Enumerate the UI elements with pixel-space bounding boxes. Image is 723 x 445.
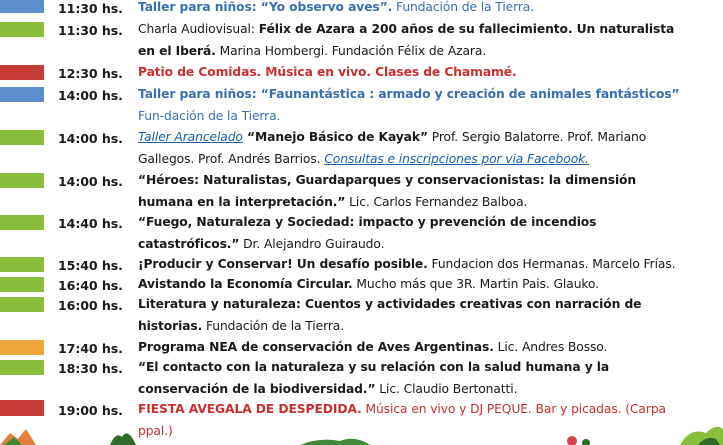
event-description	[138, 84, 690, 127]
event-description	[138, 357, 690, 400]
event-detail: Lic. Carlos Fernandez Balboa.	[345, 194, 528, 209]
event-description	[138, 62, 690, 84]
facebook-inquiry-link[interactable]: Consultas e inscripciones por via Facebook.	[324, 151, 589, 166]
event-title: Taller para niños: “Faunantástica : armado y creación de animales fantásticos”	[138, 87, 680, 101]
event-detail: Lic. Claudio Bertonatti.	[375, 381, 518, 396]
color-bar	[0, 87, 44, 102]
event-time: 16:00 hs.	[58, 298, 123, 313]
event-time: 14:00 hs.	[58, 88, 123, 103]
event-time: 16:40 hs.	[58, 278, 123, 293]
plant-illustration	[108, 427, 138, 445]
event-title: “El contacto con la naturaleza y su relación con la salud humana y la conservación de la biodiversidad.”	[138, 360, 610, 396]
flower-illustration	[560, 431, 600, 445]
event-title: Patio de Comidas. Música en vivo. Clases de Chamamé.	[138, 65, 517, 79]
event-time: 11:30 hs.	[58, 23, 123, 38]
color-bar	[0, 340, 44, 355]
event-time: 14:00 hs.	[58, 174, 123, 189]
event-label: Charla Audiovisual:	[138, 22, 259, 36]
event-time: 19:00 hs.	[58, 403, 123, 418]
event-description	[138, 337, 690, 359]
event-description	[138, 212, 690, 255]
event-detail: Fun-dación de la Tierra.	[138, 108, 281, 123]
event-time: 14:00 hs.	[58, 131, 123, 146]
color-bar	[0, 0, 44, 13]
event-title: FIESTA AVEGALA DE DESPEDIDA.	[138, 402, 362, 416]
event-description	[138, 19, 690, 62]
leaf-illustration	[300, 435, 370, 445]
event-title: “Héroes: Naturalistas, Guardaparques y conservacionistas: la dimensión humana en la interpretación.”	[138, 173, 637, 209]
event-detail: Lic. Andres Bosso.	[493, 340, 608, 354]
color-bar	[0, 215, 44, 230]
event-description	[138, 399, 690, 442]
event-description	[138, 254, 690, 276]
event-time: 14:40 hs.	[58, 216, 123, 231]
event-detail: Marina Hombergi. Fundación Félix de Azara.	[215, 43, 487, 58]
event-detail: Fundación de la Tierra.	[392, 0, 535, 14]
color-bar	[0, 277, 44, 292]
event-title: “Fuego, Naturaleza y Sociedad: impacto y prevención de incendios catastróficos.”	[138, 215, 597, 251]
event-title: Literatura y naturaleza: Cuentos y actividades creativas con narración de historias.	[138, 297, 642, 333]
color-bar	[0, 360, 44, 375]
color-bar	[0, 297, 44, 312]
event-time: 17:40 hs.	[58, 341, 123, 356]
event-title: Félix de Azara a 200 años de su fallecimiento. Un naturalista en el Iberá.	[138, 22, 675, 58]
color-bar	[0, 173, 44, 188]
event-time: 11:30 hs.	[58, 1, 123, 16]
event-time: 12:30 hs.	[58, 66, 123, 81]
event-detail: Música en vivo y DJ PEQUE. Bar y picadas. (Carpa ppal.)	[138, 402, 666, 438]
event-detail: Dr. Alejandro Guiraudo.	[239, 236, 385, 251]
event-detail: Fundacion dos Hermanas. Marcelo Frías.	[427, 257, 676, 271]
event-time: 15:40 hs.	[58, 258, 123, 273]
event-description	[138, 170, 690, 213]
event-title: “Manejo Básico de Kayak”	[242, 130, 428, 144]
color-bar	[0, 257, 44, 272]
paid-workshop-link[interactable]: Taller Arancelado	[138, 130, 243, 144]
event-description	[138, 127, 690, 170]
event-title: Avistando la Economía Circular.	[138, 277, 353, 291]
event-detail: Fundación de la Tierra.	[202, 318, 345, 333]
color-bar	[0, 22, 44, 37]
event-description	[138, 274, 690, 296]
event-time: 18:30 hs.	[58, 361, 123, 376]
event-title: Taller para niños: “Yo observo aves”.	[138, 0, 393, 14]
event-detail: Mucho más que 3R. Martin Pais. Glauko.	[352, 277, 599, 291]
color-bar	[0, 400, 44, 416]
event-title: ¡Producir y Conservar! Un desafío posible.	[138, 257, 428, 271]
event-detail: Prof. Sergio Balatorre. Prof. Mariano Gallegos. Prof. Andrés Barrios.	[138, 130, 647, 166]
event-description	[138, 0, 690, 19]
event-description	[138, 294, 690, 337]
leaf-illustration	[680, 423, 723, 445]
event-title: Programa NEA de conservación de Aves Argentinas.	[138, 340, 494, 354]
color-bar	[0, 65, 44, 80]
color-bar	[0, 130, 44, 145]
bird-illustration	[0, 425, 40, 445]
